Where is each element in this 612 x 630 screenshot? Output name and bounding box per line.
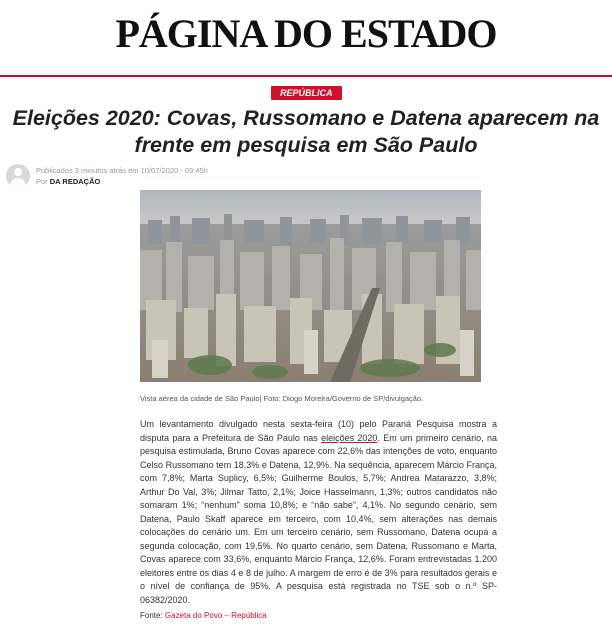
header-divider — [0, 75, 612, 77]
author-name[interactable]: DA REDAÇÃO — [49, 177, 101, 186]
article-photo — [140, 190, 481, 382]
section-badge[interactable]: REPÚBLICA — [271, 86, 342, 100]
masthead — [0, 0, 612, 70]
article-title: Eleições 2020: Covas, Russomano e Datena aparecem na frente em pesquisa em São Paulo — [12, 106, 600, 157]
body-text-main: . Em um primeiro cenário, na pesquisa estimulada, Bruno Covas aparece com 22,6% das intenções de voto, enquanto Celso Russomano tem 18,3% e Datena, 12,9%. Na sequência, aparecem Márcio França, com 7,8%; Marta Suplicy, 6,5%; Guilherme Boulos, 5,7%; Andrea Matarazzo, 3,8%; Arthur Do Val, 3%; Jilmar Tatto, 2,1%; Joice Hasselmann, 1,3%; outros candidatos não somaram 1%; “nenhum” soma 10,8%; e “não sabe”, 4,1%. No segundo cenário, sem Datena, Paulo Skaff aparece em terceiro, com 10,4%, sem alterações nas demais colocações do cenário um. Em um terceiro cenário, sem Russomano, Datena ocupa a segunda colocação, com 19,5%. No quarto cenário, sem Datena, Russomano e Marta, Covas aparece com 33,6%, enquanto Márcio França, 12,6%. Foram entrevistadas 1.200 eleitores entre os dias 4 e 8 de julho. A margem de erro é de 3% para resultados gerais e o nível de confiança de 95%. A pesquisa está registrada no TSE sob o n.º SP-06382/2020. — [140, 432, 498, 605]
source-line — [140, 611, 267, 620]
source-label: Fonte: — [140, 611, 165, 620]
site-logo[interactable]: PÁGINA DO ESTADO — [115, 11, 497, 56]
elections-2020-link[interactable]: eleições 2020 — [321, 432, 378, 443]
photo-caption: Vista aérea da cidade de São Paulo| Foto: Diogo Moreira/Governo de SP/divulgação. — [140, 394, 424, 403]
author-avatar-icon[interactable] — [6, 164, 30, 188]
published-date: Publicados 3 minutos atrás em 10/07/2020 - 09:45h — [36, 166, 208, 175]
author-line — [36, 177, 100, 186]
body-text-intro: Um levantamento divulgado nesta sexta-feira (10) pelo Paraná Pesquisa mostra a disputa para a Prefeitura de São Paulo nas — [140, 419, 497, 443]
source-link[interactable]: Gazeta do Povo – República — [164, 611, 267, 620]
author-prefix: Por — [36, 177, 48, 186]
article-body — [140, 418, 497, 607]
